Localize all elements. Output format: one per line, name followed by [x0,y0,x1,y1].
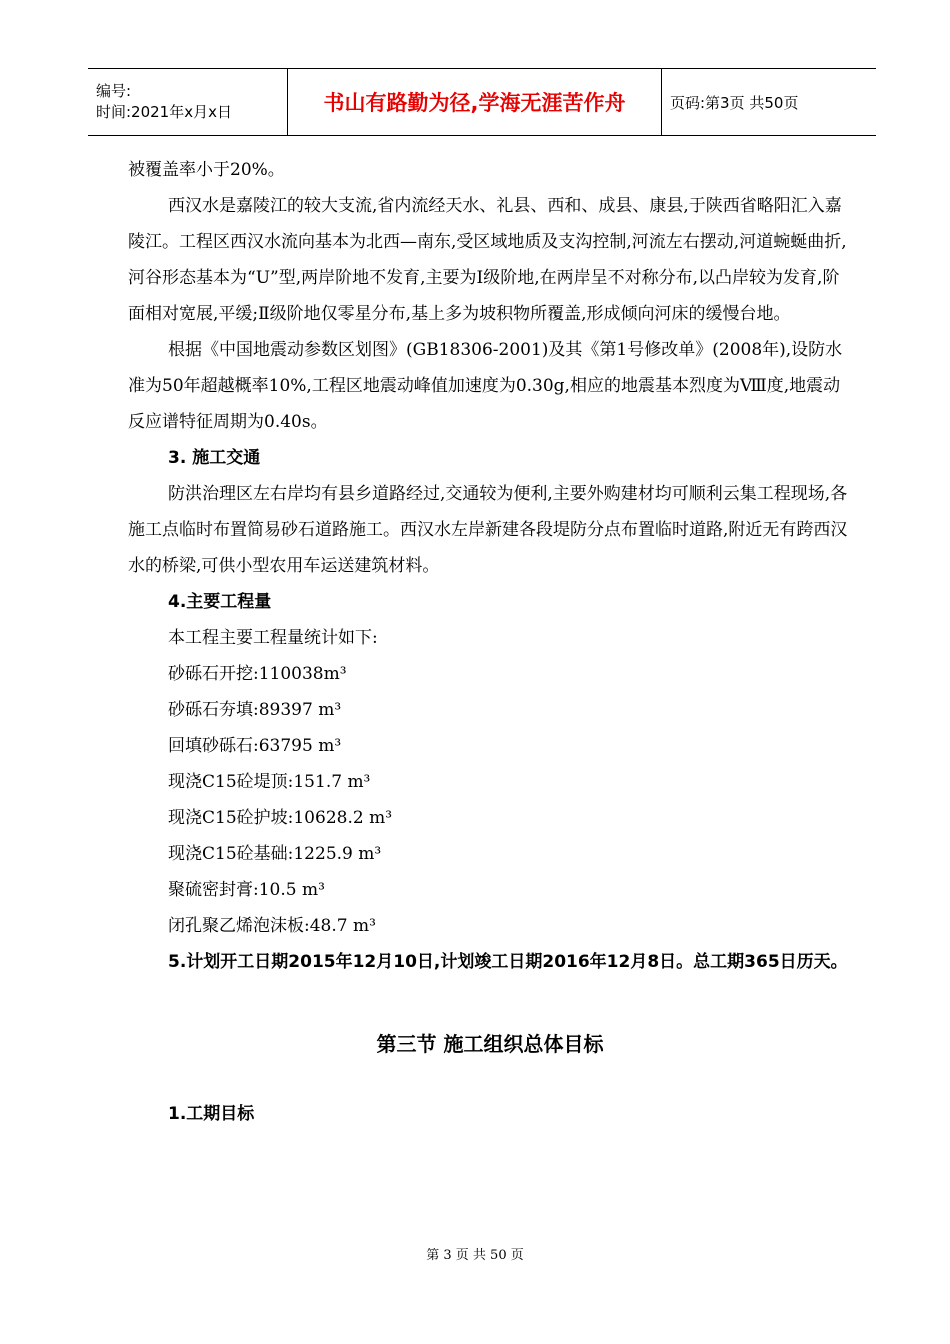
header-motto-cell [288,69,662,135]
section-title: 第三节 施工组织总体目标 [376,1032,604,1056]
header-motto: 书山有路勤为径,学海无涯苦作舟 [323,91,626,115]
paragraph: 本工程主要工程量统计如下: [168,628,378,648]
number-label: 编号: [96,82,132,100]
list-item: 砂砾石开挖:110038m³ [168,664,347,684]
list-item: 砂砾石夯填:89397 m³ [168,700,342,720]
page-label: 页码:第3页 共50页 [670,93,799,112]
list-item: 回填砂砾石:63795 m³ [168,736,342,756]
page-footer: 第 3 页 共 50 页 [426,1248,524,1263]
header-page-cell [662,69,876,135]
paragraph: 根据《中国地震动参数区划图》(GB18306-2001)及其《第1号修改单》(2008年),设防水准为50年超越概率10%,工程区地震动峰值加速度为0.30g,相应的地震基本烈度为Ⅷ度,地震动反应谱特征周期为0.40s。 [128,340,843,432]
heading-traffic: 3. 施工交通 [168,448,261,468]
header-meta [88,69,288,135]
list-item: 现浇C15砼堤顶:151.7 m³ [168,772,371,792]
list-item: 聚硫密封膏:10.5 m³ [168,880,325,900]
list-item: 闭孔聚乙烯泡沫板:48.7 m³ [168,916,376,936]
document-body [128,152,852,1132]
subheading-duration-goal: 1.工期目标 [168,1104,255,1124]
paragraph: 防洪治理区左右岸均有县乡道路经过,交通较为便利,主要外购建材均可顺利云集工程现场,各施工点临时布置简易砂石道路施工。西汉水左岸新建各段堤防分点布置临时道路,附近无有跨西汉水的桥梁,可供小型农用车运送建筑材料。 [128,484,848,576]
paragraph: 被覆盖率小于20%。 [128,160,285,180]
list-item: 现浇C15砼基础:1225.9 m³ [168,844,382,864]
heading-quantities: 4.主要工程量 [168,592,272,612]
paragraph: 西汉水是嘉陵江的较大支流,省内流经天水、礼县、西和、成县、康县,于陕西省略阳汇入嘉陵江。工程区西汉水流向基本为北西—南东,受区域地质及支沟控制,河流左右摆动,河道蜿蜒曲折,河谷形态基本为“U”型,两岸阶地不发育,主要为Ⅰ级阶地,在两岸呈不对称分布,以凸岸较为发育,阶面相对宽展,平缓;Ⅱ级阶地仅零星分布,基上多为坡积物所覆盖,形成倾向河床的缓慢台地。 [128,196,847,324]
page-header [88,68,876,136]
heading-schedule: 5.计划开工日期2015年12月10日,计划竣工日期2016年12月8日。总工期365日历天。 [168,952,848,972]
time-label: 时间:2021年x月x日 [96,103,232,121]
list-item: 现浇C15砼护坡:10628.2 m³ [168,808,393,828]
